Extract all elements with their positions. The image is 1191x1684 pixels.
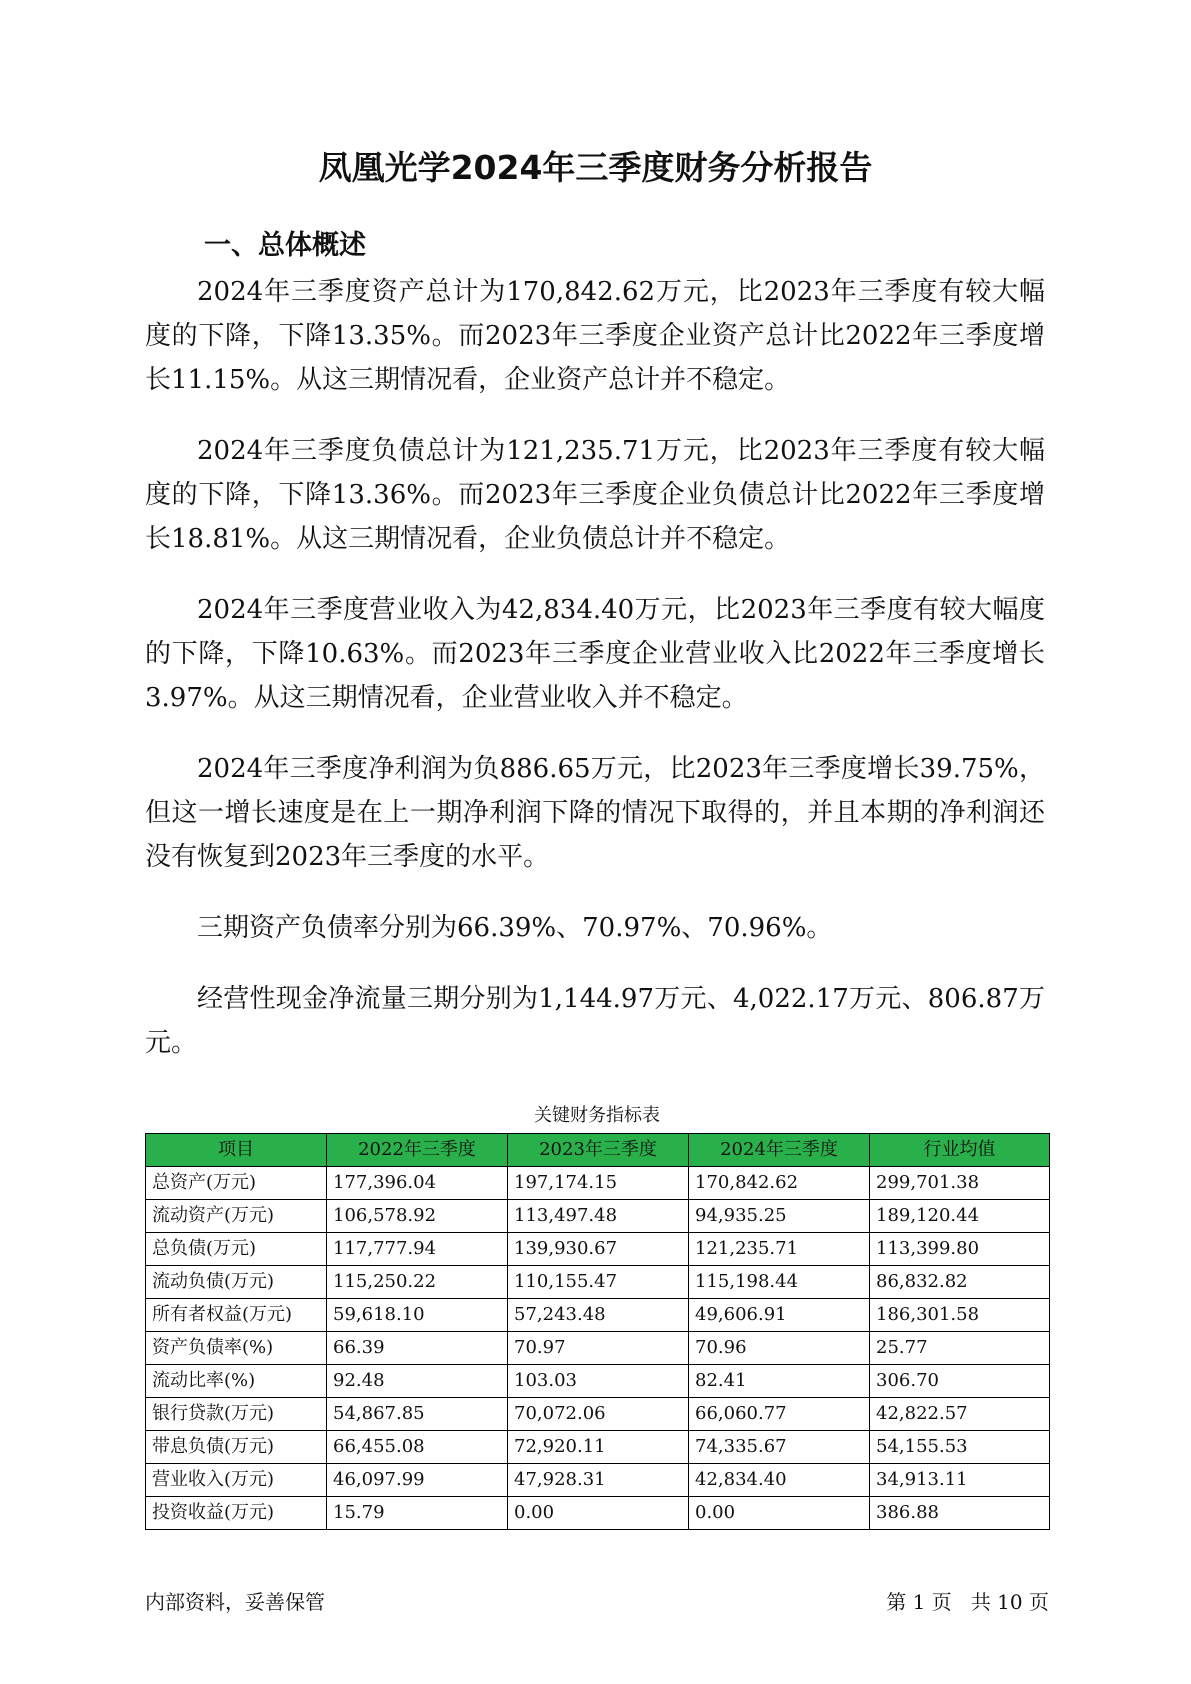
row-label-cell: 银行贷款(万元) — [146, 1398, 327, 1431]
header-2022q3: 2022年三季度 — [327, 1134, 508, 1167]
table-row — [146, 1365, 1050, 1398]
overview-body — [145, 270, 1045, 1092]
footer-confidential-note: 内部资料，妥善保管 — [145, 1590, 325, 1614]
value-cell: 110,155.47 — [508, 1266, 689, 1299]
value-cell: 74,335.67 — [689, 1431, 870, 1464]
paragraph-net-profit: 2024年三季度净利润为负886.65万元，比2023年三季度增长39.75%，但这一增长速度是在上一期净利润下降的情况下取得的，并且本期的净利润还没有恢复到2023年三季度的水平。 — [145, 754, 1045, 872]
table-row — [146, 1167, 1050, 1200]
paragraph-debt-ratio: 三期资产负债率分别为66.39%、70.97%、70.96%。 — [197, 913, 833, 943]
row-label-cell: 总资产(万元) — [146, 1167, 327, 1200]
value-cell: 306.70 — [870, 1365, 1050, 1398]
value-cell: 103.03 — [508, 1365, 689, 1398]
paragraph-revenue: 2024年三季度营业收入为42,834.40万元，比2023年三季度有较大幅度的下降，下降10.63%。而2023年三季度企业营业收入比2022年三季度增长3.97%。从这三期情况看，企业营业收入并不稳定。 — [145, 595, 1045, 713]
value-cell: 106,578.92 — [327, 1200, 508, 1233]
value-cell: 115,250.22 — [327, 1266, 508, 1299]
table-row — [146, 1266, 1050, 1299]
value-cell: 94,935.25 — [689, 1200, 870, 1233]
value-cell: 197,174.15 — [508, 1167, 689, 1200]
row-label-cell: 资产负债率(%) — [146, 1332, 327, 1365]
table-row — [146, 1431, 1050, 1464]
value-cell: 66,060.77 — [689, 1398, 870, 1431]
value-cell: 72,920.11 — [508, 1431, 689, 1464]
value-cell: 46,097.99 — [327, 1464, 508, 1497]
paragraph-cash-flow: 经营性现金净流量三期分别为1,144.97万元、4,022.17万元、806.87万元。 — [145, 984, 1045, 1058]
value-cell: 0.00 — [508, 1497, 689, 1530]
table-row — [146, 1332, 1050, 1365]
table-row — [146, 1497, 1050, 1530]
row-label-cell: 总负债(万元) — [146, 1233, 327, 1266]
report-title: 凤凰光学2024年三季度财务分析报告 — [318, 148, 873, 187]
value-cell: 66,455.08 — [327, 1431, 508, 1464]
value-cell: 70.96 — [689, 1332, 870, 1365]
value-cell: 92.48 — [327, 1365, 508, 1398]
header-industry-avg: 行业均值 — [870, 1134, 1050, 1167]
paragraph-liabilities: 2024年三季度负债总计为121,235.71万元，比2023年三季度有较大幅度的下降，下降13.36%。而2023年三季度企业负债总计比2022年三季度增长18.81%。从这三期情况看，企业负债总计并不稳定。 — [145, 436, 1045, 554]
value-cell: 25.77 — [870, 1332, 1050, 1365]
value-cell: 177,396.04 — [327, 1167, 508, 1200]
value-cell: 113,497.48 — [508, 1200, 689, 1233]
value-cell: 34,913.11 — [870, 1464, 1050, 1497]
key-financial-table — [145, 1133, 1050, 1530]
value-cell: 57,243.48 — [508, 1299, 689, 1332]
table-row — [146, 1200, 1050, 1233]
row-label-cell: 投资收益(万元) — [146, 1497, 327, 1530]
value-cell: 139,930.67 — [508, 1233, 689, 1266]
value-cell: 113,399.80 — [870, 1233, 1050, 1266]
table-row — [146, 1233, 1050, 1266]
header-2023q3: 2023年三季度 — [508, 1134, 689, 1167]
value-cell: 47,928.31 — [508, 1464, 689, 1497]
value-cell: 59,618.10 — [327, 1299, 508, 1332]
value-cell: 117,777.94 — [327, 1233, 508, 1266]
section-heading: 一、总体概述 — [204, 230, 366, 261]
footer-page-number: 第 1 页 共 10 页 — [886, 1590, 1049, 1614]
table-row — [146, 1398, 1050, 1431]
value-cell: 0.00 — [689, 1497, 870, 1530]
row-label-cell: 流动负债(万元) — [146, 1266, 327, 1299]
value-cell: 386.88 — [870, 1497, 1050, 1530]
value-cell: 115,198.44 — [689, 1266, 870, 1299]
row-label-cell: 流动资产(万元) — [146, 1200, 327, 1233]
paragraph-assets: 2024年三季度资产总计为170,842.62万元，比2023年三季度有较大幅度的下降，下降13.35%。而2023年三季度企业资产总计比2022年三季度增长11.15%。从这三期情况看，企业资产总计并不稳定。 — [145, 277, 1045, 395]
value-cell: 42,822.57 — [870, 1398, 1050, 1431]
value-cell: 186,301.58 — [870, 1299, 1050, 1332]
row-label-cell: 营业收入(万元) — [146, 1464, 327, 1497]
value-cell: 170,842.62 — [689, 1167, 870, 1200]
row-label-cell: 所有者权益(万元) — [146, 1299, 327, 1332]
header-item: 项目 — [146, 1134, 327, 1167]
value-cell: 299,701.38 — [870, 1167, 1050, 1200]
value-cell: 70.97 — [508, 1332, 689, 1365]
header-2024q3: 2024年三季度 — [689, 1134, 870, 1167]
value-cell: 70,072.06 — [508, 1398, 689, 1431]
row-label-cell: 流动比率(%) — [146, 1365, 327, 1398]
value-cell: 15.79 — [327, 1497, 508, 1530]
value-cell: 54,155.53 — [870, 1431, 1050, 1464]
value-cell: 82.41 — [689, 1365, 870, 1398]
value-cell: 121,235.71 — [689, 1233, 870, 1266]
value-cell: 86,832.82 — [870, 1266, 1050, 1299]
row-label-cell: 带息负债(万元) — [146, 1431, 327, 1464]
value-cell: 42,834.40 — [689, 1464, 870, 1497]
table-caption: 关键财务指标表 — [534, 1105, 660, 1126]
table-row — [146, 1299, 1050, 1332]
table-row — [146, 1464, 1050, 1497]
value-cell: 189,120.44 — [870, 1200, 1050, 1233]
value-cell: 54,867.85 — [327, 1398, 508, 1431]
value-cell: 66.39 — [327, 1332, 508, 1365]
table-header-row — [146, 1134, 1050, 1167]
value-cell: 49,606.91 — [689, 1299, 870, 1332]
